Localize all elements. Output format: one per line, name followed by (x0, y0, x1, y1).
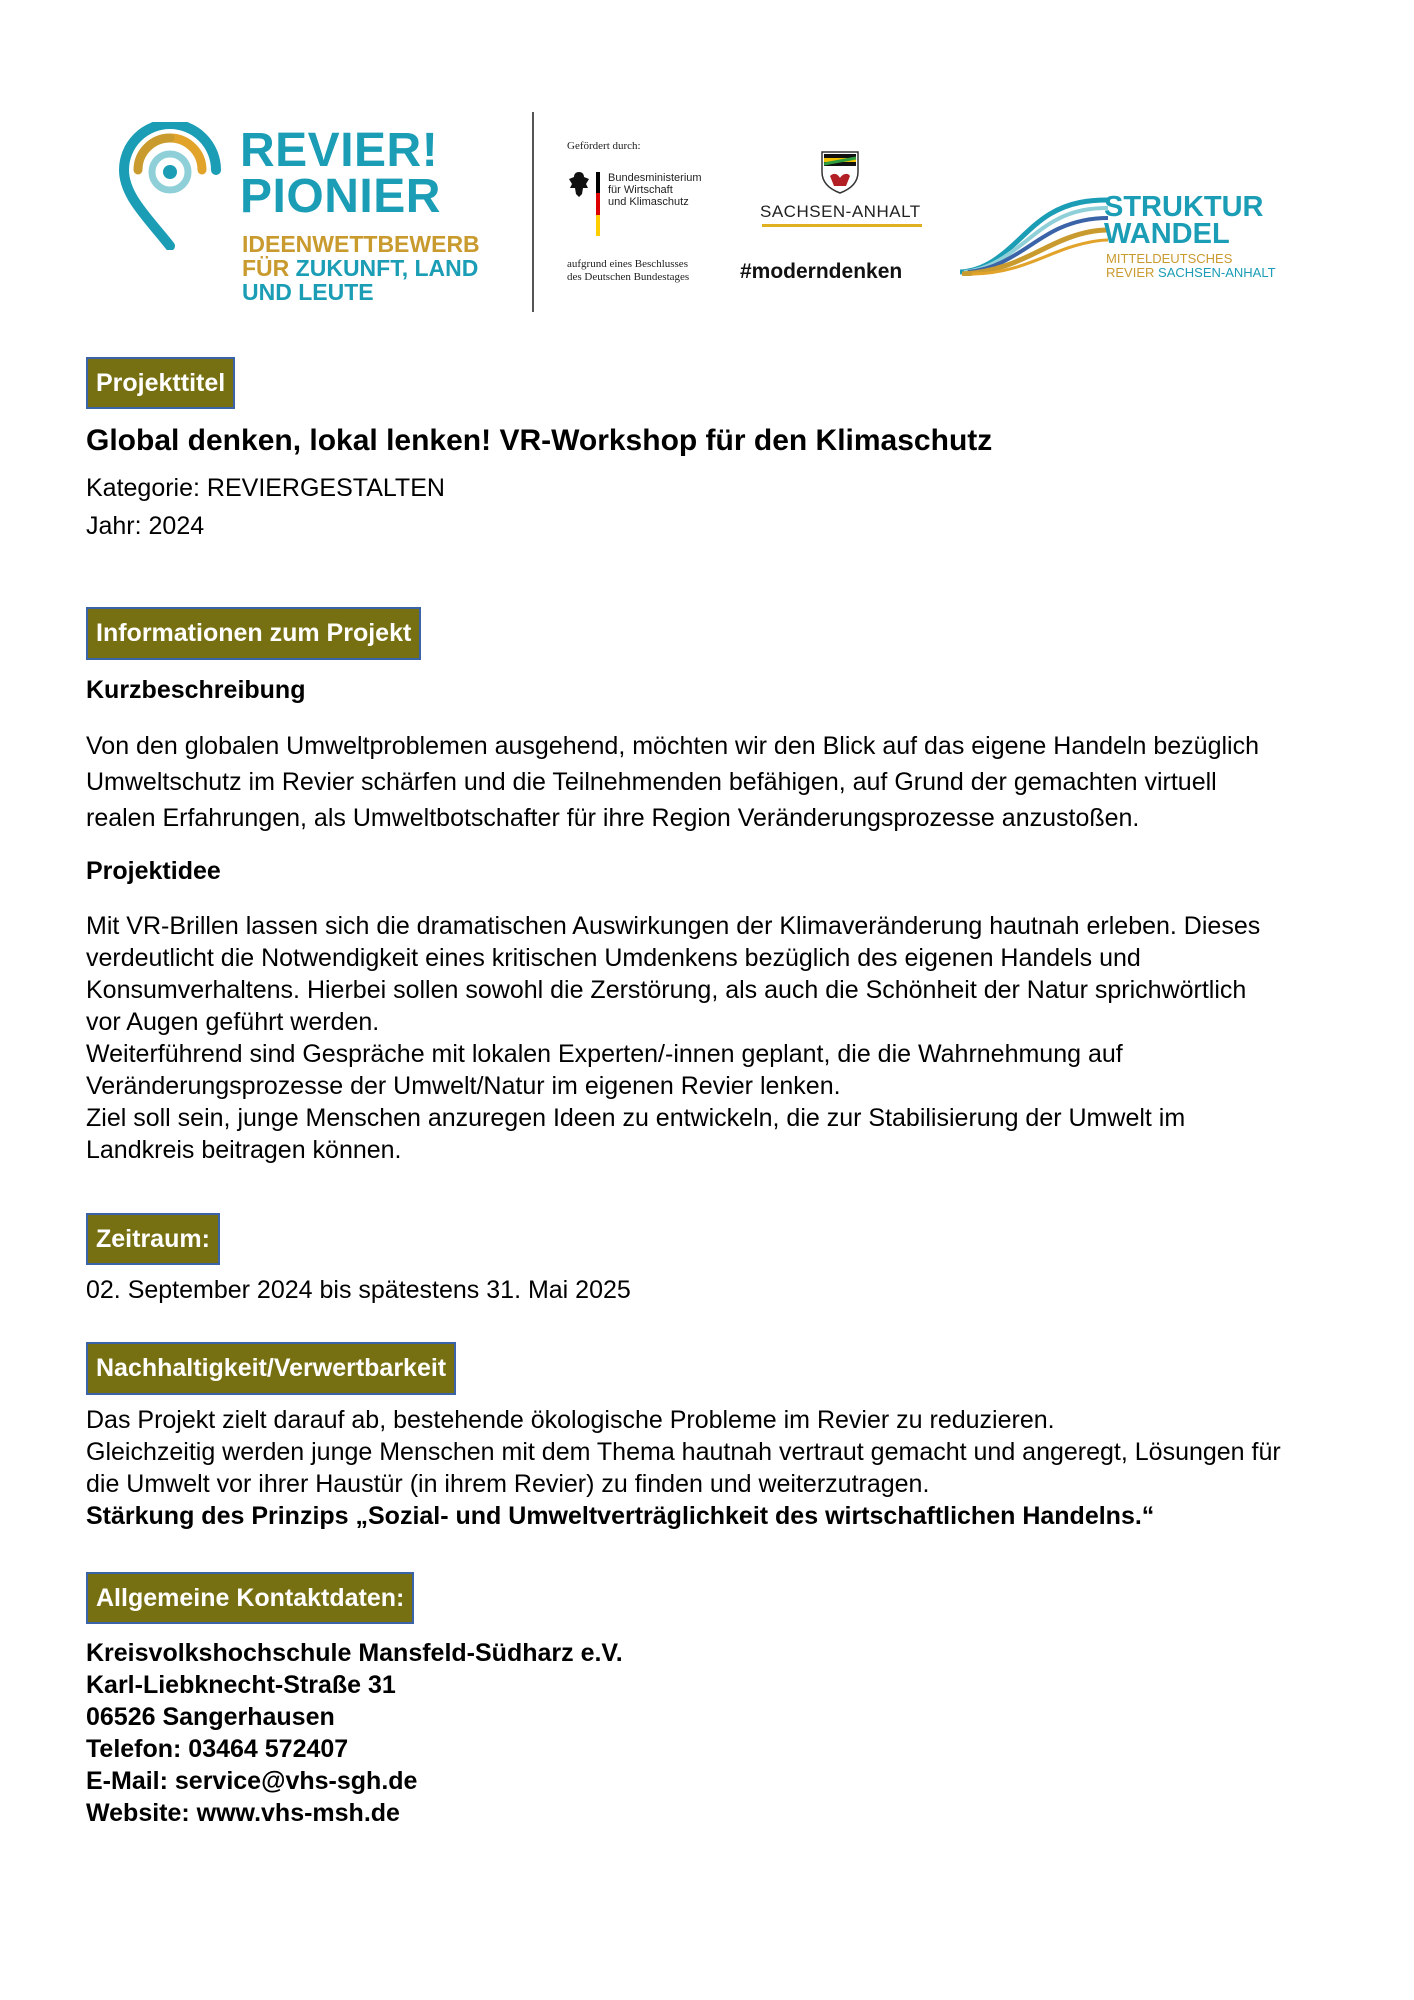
nachhaltigkeit-text: Das Projekt zielt darauf ab, bestehende ökologische Probleme im Revier zu reduzieren. Gleichzeitig werden junge Menschen mit dem Thema hautnah vertraut gemacht und angeregt, Lösungen für die Umwelt vor ihrer Haustür (in ihrem Revier) zu finden und weiterzutragen. (86, 1406, 1281, 1498)
bundestag-note: aufgrund eines Beschlusses des Deutschen Bundestages (567, 258, 690, 283)
contact-email: E-Mail: service@vhs-sgh.de (86, 1767, 418, 1795)
hashtag-moderndenken: #moderndenken (740, 260, 903, 283)
revier-pionier-title: REVIER! PIONIER (240, 124, 441, 223)
logo-divider (532, 112, 534, 312)
sachsen-anhalt-label: SACHSEN-ANHALT (760, 202, 921, 221)
heading-projektidee: Projektidee (86, 857, 221, 885)
strukturwandel-waves-icon (960, 192, 1110, 276)
heading-kurzbeschreibung: Kurzbeschreibung (86, 676, 306, 704)
logo-bar (0, 0, 1414, 330)
section-label-informationen: Informationen zum Projekt (86, 607, 421, 660)
strukturwandel-subtitle: MITTELDEUTSCHES REVIER SACHSEN-ANHALT (1106, 251, 1276, 280)
project-year: Jahr: 2024 (86, 512, 205, 540)
section-label-projekttitel: Projekttitel (86, 357, 235, 409)
revier-pionier-pin-icon (118, 122, 222, 250)
section-label-kontakt: Allgemeine Kontaktdaten: (86, 1572, 414, 1624)
sachsen-anhalt-underline (762, 224, 922, 227)
section-label-nachhaltigkeit: Nachhaltigkeit/Verwertbarkeit (86, 1342, 456, 1395)
nachhaltigkeit-principle: Stärkung des Prinzips „Sozial- und Umweltverträglichkeit des wirtschaftlichen Handelns.“ (86, 1502, 1155, 1530)
sachsen-anhalt-crest-icon (820, 150, 860, 194)
contact-street: Karl-Liebknecht-Straße 31 (86, 1671, 396, 1699)
kurzbeschreibung-text: Von den globalen Umweltproblemen ausgehend, möchten wir den Blick auf das eigene Handeln bezüglich Umweltschutz im Revier schärfen und die Teilnehmenden befähigen, auf Grund der gemachten virtuell realen Erfahrungen, als Umweltbotschafter für ihre Region Veränderungsprozesse anzustoßen. (86, 732, 1259, 832)
german-flag-icon (596, 172, 600, 236)
section-label-zeitraum: Zeitraum: (86, 1213, 220, 1265)
gefoerdert-label: Gefördert durch: (567, 140, 641, 152)
ministry-name: Bundesministerium für Wirtschaft und Klimaschutz (608, 172, 702, 208)
project-title: Global denken, lokal lenken! VR-Workshop für den Klimaschutz (86, 424, 993, 457)
revier-pionier-subtitle: IDEENWETTBEWERB FÜR ZUKUNFT, LAND UND LEUTE (242, 231, 480, 305)
contact-organization: Kreisvolkshochschule Mansfeld-Südharz e.V. (86, 1639, 623, 1667)
federal-eagle-icon (568, 170, 590, 198)
contact-city: 06526 Sangerhausen (86, 1703, 335, 1731)
strukturwandel-title: STRUKTUR WANDEL (1104, 191, 1264, 250)
zeitraum-text: 02. September 2024 bis spätestens 31. Mai 2025 (86, 1276, 631, 1304)
contact-website: Website: www.vhs-msh.de (86, 1799, 400, 1827)
contact-phone: Telefon: 03464 572407 (86, 1735, 349, 1763)
projektidee-text: Mit VR-Brillen lassen sich die dramatischen Auswirkungen der Klimaveränderung hautnah erleben. Dieses verdeutlicht die Notwendigkeit eines kritischen Umdenkens bezüglich des eigenen Handels und Konsumverhaltens. Hierbei sollen sowohl die Zerstörung, als auch die Schönheit der Natur sprichwörtlich vor Augen geführt werden. Weiterführend sind Gespräche mit lokalen Experten/-innen geplant, die die Wahrnehmung auf Veränderungsprozesse der Umwelt/Natur im eigenen Revier lenken. Ziel soll sein, junge Menschen anzuregen Ideen zu entwickeln, die zur Stabilisierung der Umwelt im Landkreis beitragen können. (86, 912, 1261, 1164)
project-category: Kategorie: REVIERGESTALTEN (86, 474, 445, 502)
